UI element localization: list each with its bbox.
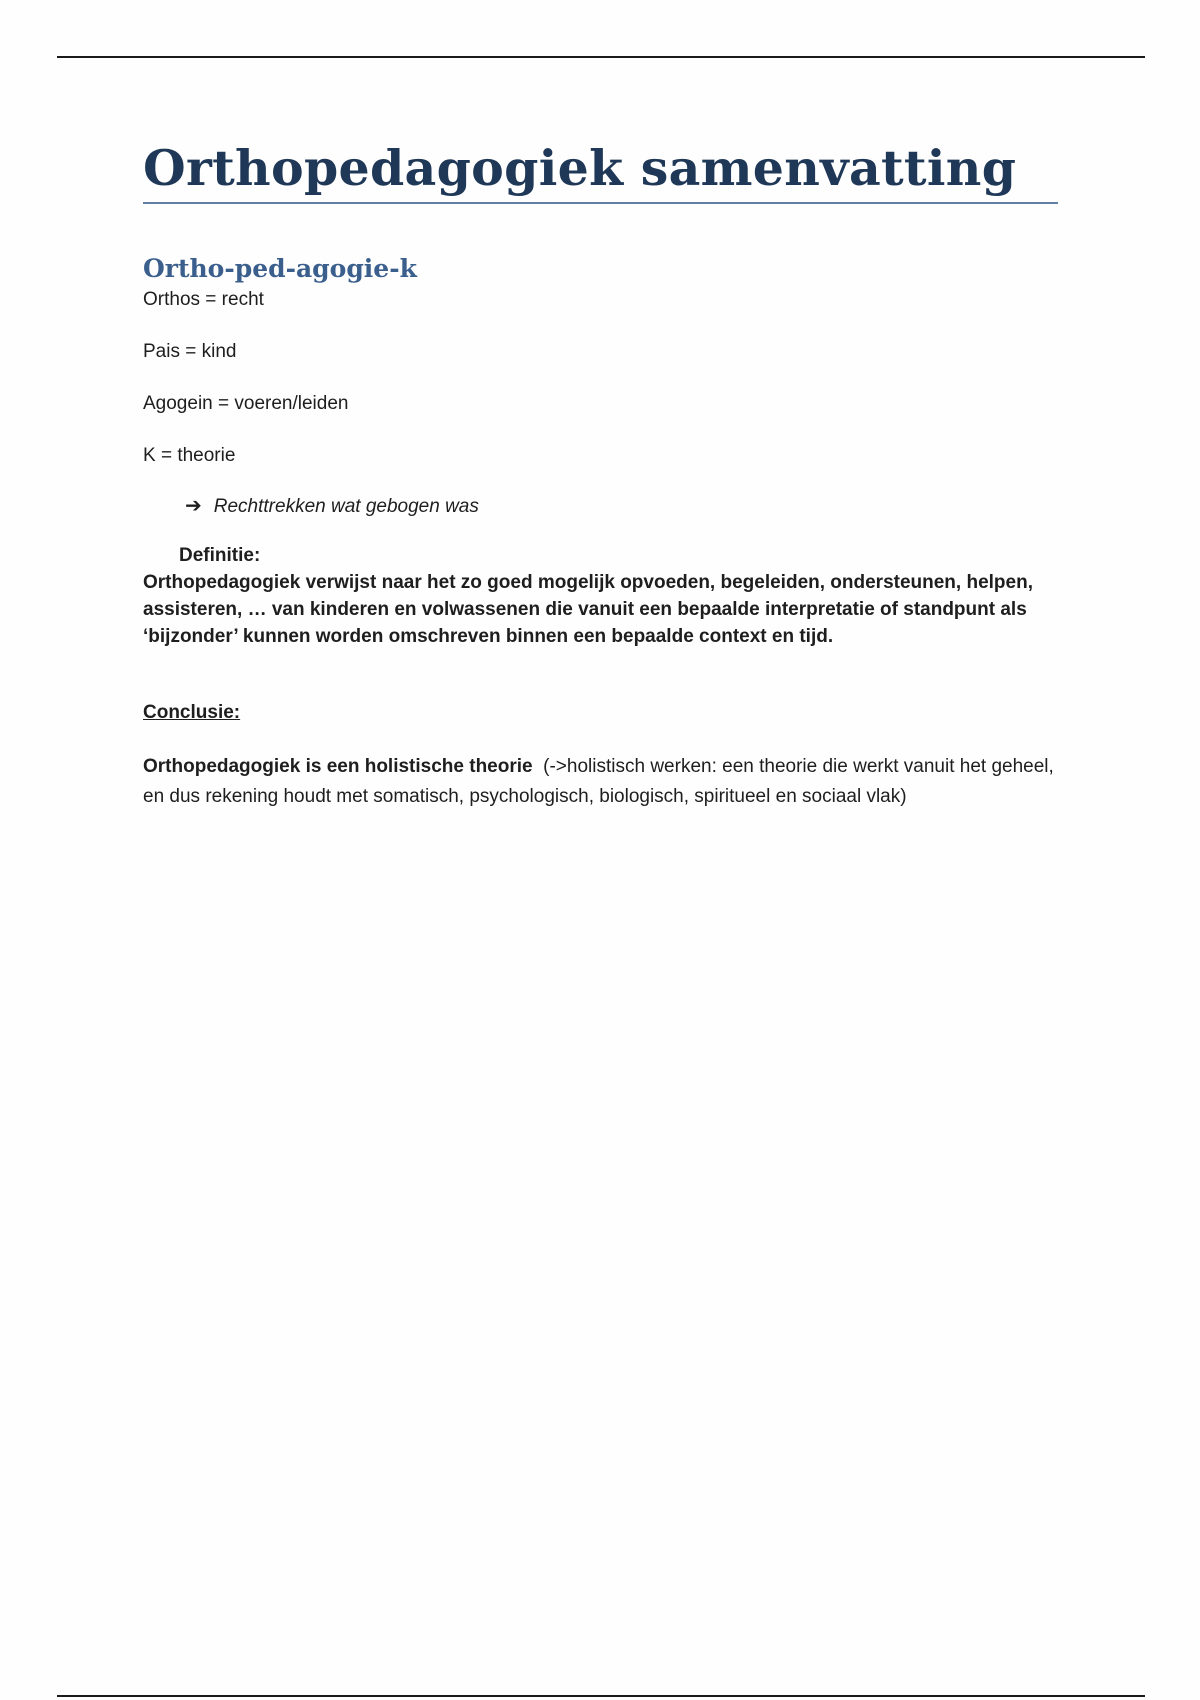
arrow-bullet-text: Rechttrekken wat gebogen was — [213, 496, 479, 518]
term-pais: Pais = kind — [143, 341, 237, 363]
arrow-right-icon: ➔ — [185, 495, 202, 518]
footer-rule — [57, 1695, 1145, 1697]
definition-label: Definitie: — [179, 545, 261, 567]
term-k: K = theorie — [143, 445, 236, 467]
definition-text: Orthopedagogiek verwijst naar het zo goed mogelijk opvoeden, begeleiden, ondersteunen, helpen, assisteren, … van kinderen en volwassenen die vanuit een bepaalde interpretatie of standpunt als ‘bijzonder’ kunnen worden omschreven binnen een bepaalde context en tijd. — [143, 572, 1033, 648]
term-agogein: Agogein = voeren/leiden — [143, 393, 349, 415]
document-body — [143, 140, 1058, 812]
document-title: Orthopedagogiek samenvatting — [143, 140, 1058, 204]
header-rule — [57, 56, 1145, 58]
conclusion-label: Conclusie: — [143, 702, 241, 724]
conclusion-bold-text: Orthopedagogiek is een holistische theorie — [143, 756, 533, 778]
arrow-bullet — [185, 494, 1058, 519]
term-orthos: Orthos = recht — [143, 289, 264, 311]
conclusion-note-text: (->holistisch werken: een theorie die werkt vanuit het geheel, en dus rekening houdt met somatisch, psychologisch, biologisch, spiritueel en sociaal vlak) — [143, 756, 1054, 808]
section-heading: Ortho-ped-agogie-k — [143, 254, 417, 284]
conclusion-paragraph — [143, 752, 1068, 812]
